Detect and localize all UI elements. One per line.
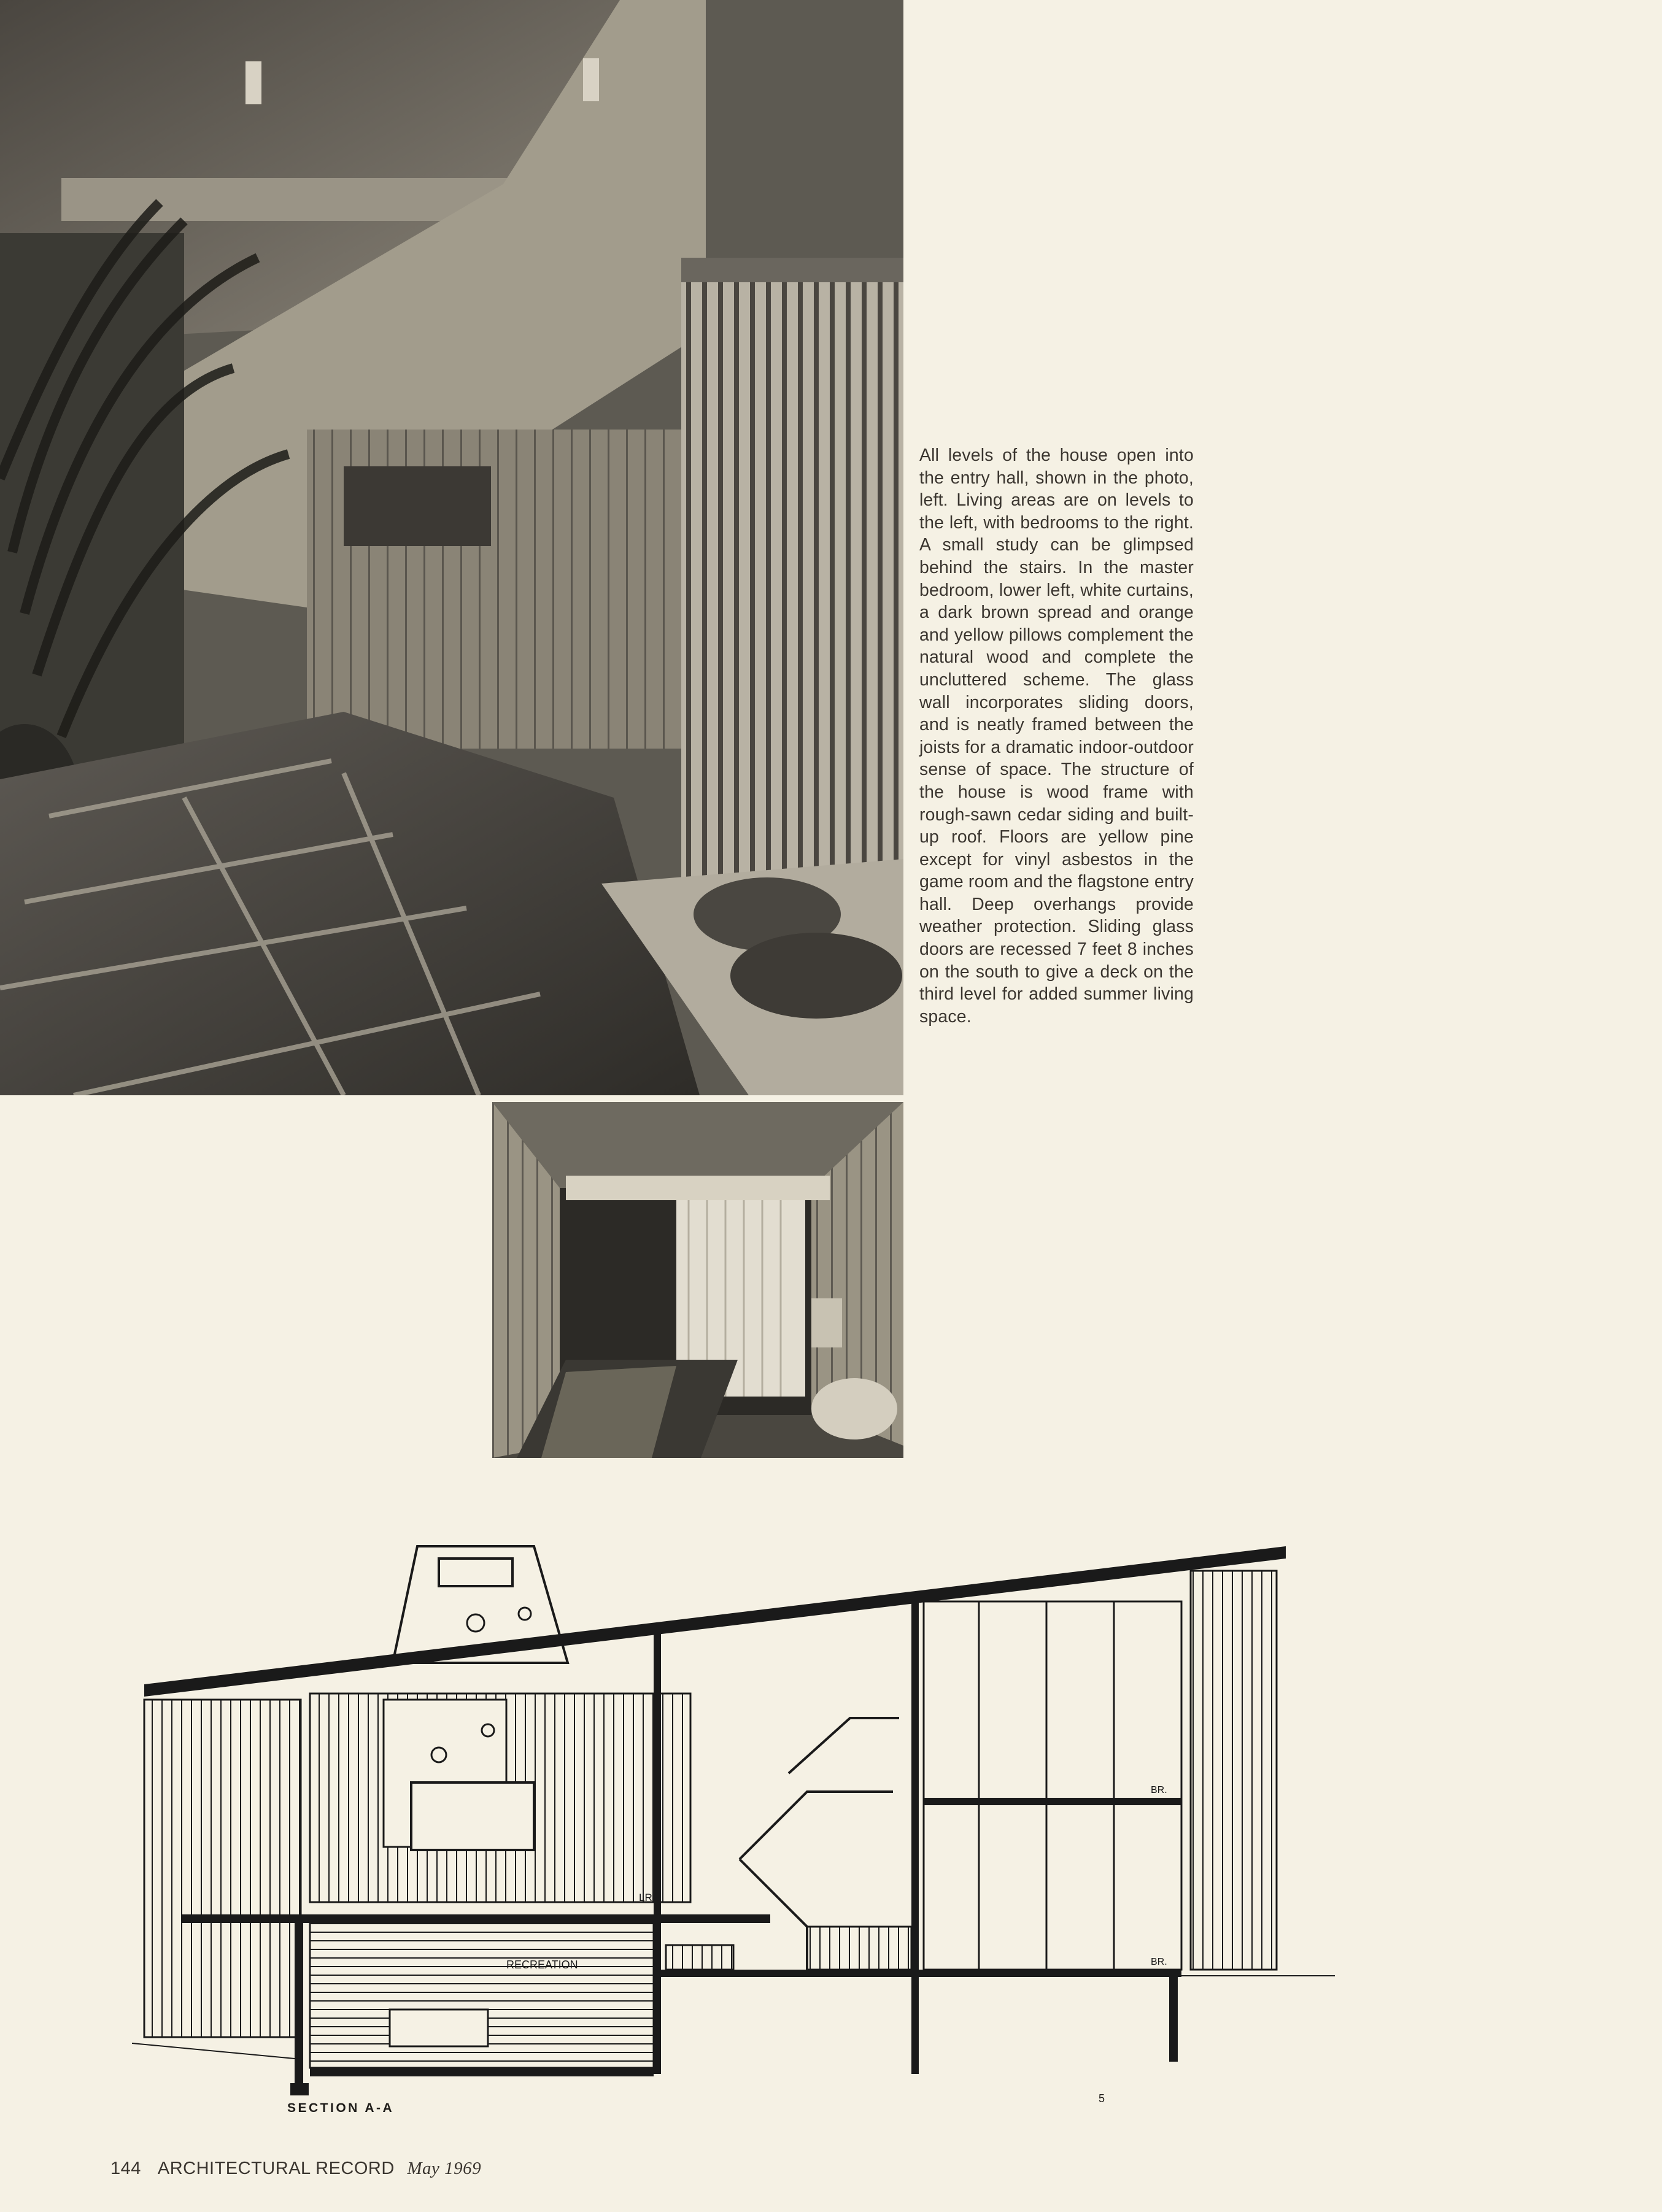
caption-text: All levels of the house open into the entry hall, shown in the photo, left. Living areas are on levels to the left, with bedrooms to the right. A small study can be glimpsed behind the stairs. In the master bedroom, lower left, white curtains, a dark brown spread and orange and yellow pillows complement the natural wood and complete the uncluttered scheme. The glass wall incorporates sliding doors, and is neatly framed between the joists for a dramatic indoor-outdoor sense of space. The structure of the house is wood frame with rough-sawn cedar siding and built-up roof. Floors are yellow pine except for vinyl asbestos in the game room and the flagstone entry hall. Deep overhangs provide weather protection. Sliding glass doors are recessed 7 feet 8 inches on the south to give a deck on the third level for added summer living space. <box>919 445 1194 1027</box>
page-footer <box>110 2159 481 2179</box>
master-bedroom-photo <box>492 1102 903 1458</box>
upper-bedroom-label: BR. <box>1151 1785 1167 1795</box>
entry-hall-photo <box>0 0 903 1095</box>
lr-label: LR <box>639 1892 652 1903</box>
recreation-label: RECREATION <box>506 1959 578 1971</box>
page-number: 144 <box>110 2159 141 2178</box>
scale-label: 5 <box>1099 2092 1105 2105</box>
publication-name: ARCHITECTURAL RECORD <box>157 2159 395 2178</box>
issue-date: May 1969 <box>407 2159 482 2178</box>
lower-bedroom-label: BR. <box>1151 1957 1167 1967</box>
section-title: SECTION A-A <box>287 2101 395 2115</box>
section-drawing <box>132 1528 1335 2095</box>
